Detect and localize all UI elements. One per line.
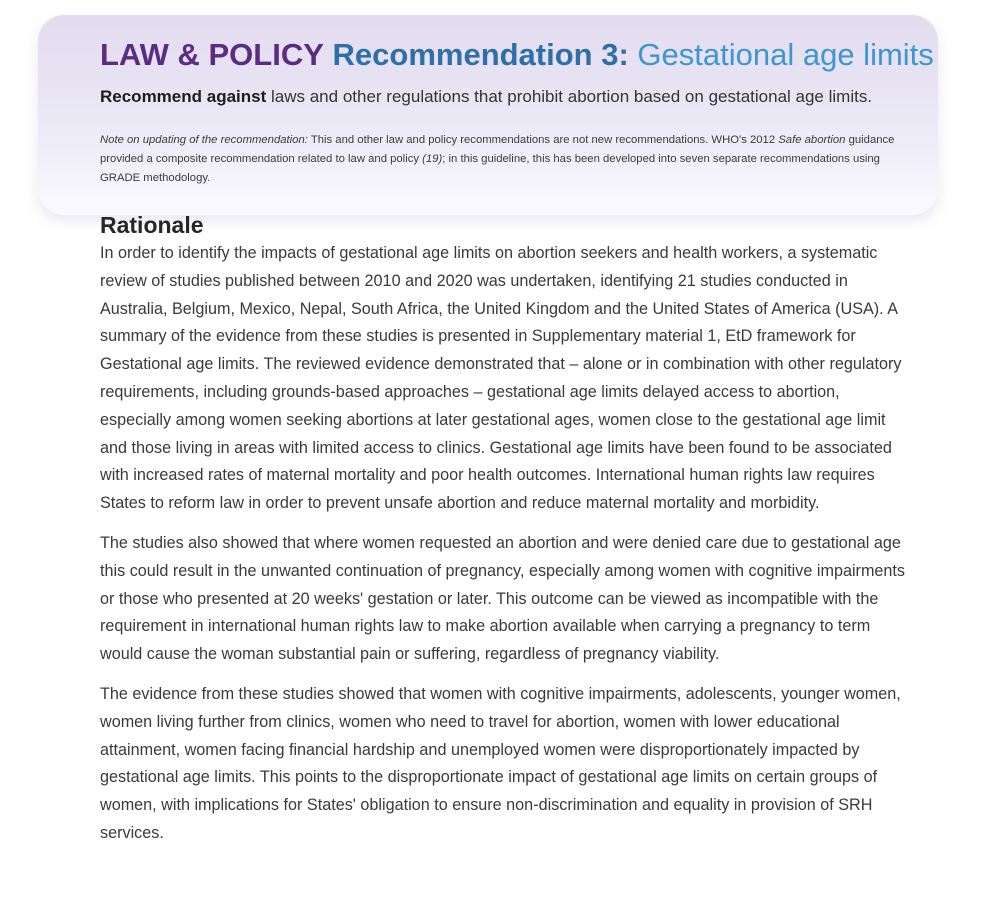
title-recommendation-number: Recommendation 3:: [332, 37, 629, 72]
recommendation-box: [38, 15, 938, 215]
recommendation-title: [100, 35, 934, 75]
recommendation-note: [100, 131, 900, 188]
note-text-3: ; in this guideline, this has been developed into seven separate recommendations using GRADE methodology.: [100, 153, 880, 184]
note-text-2: guidance provided a composite recommendation related to law and policy: [100, 134, 895, 165]
rationale-heading: Rationale: [100, 212, 204, 238]
note-italic-title: Safe abortion: [778, 134, 846, 146]
recommendation-statement: [100, 85, 920, 109]
statement-bold: Recommend against: [100, 87, 267, 106]
note-text-1: This and other law and policy recommendations are not new recommendations. WHO's 2012: [310, 134, 776, 146]
rationale-paragraph-3: The evidence from these studies showed that women with cognitive impairments, adolescents, younger women, women living further from clinics, women who need to travel for abortion, women with lower educational attainment, women facing financial hardship and unemployed women were disproportionately impacted by gestational age limits. This points to the disproportionate impact of gestational age limits on certain groups of women, with implications for States' obligation to ensure non-discrimination and equality in provision of SRH services.: [100, 684, 901, 842]
title-topic: Gestational age limits: [637, 37, 934, 72]
rationale-paragraph-2: The studies also showed that where women requested an abortion and were denied care due to gestational age this could result in the unwanted continuation of pregnancy, especially among women with cognitive impairments or those who presented at 20 weeks' gestation or later. This outcome can be viewed as incompatible with the requirement in international human rights law to make abortion available when carrying a pregnancy to term would cause the woman substantial pain or suffering, regardless of pregnancy viability.: [100, 533, 906, 664]
rationale-section: [100, 210, 910, 860]
note-label: Note on updating of the recommendation:: [100, 134, 308, 146]
statement-text: laws and other regulations that prohibit abortion based on gestational age limits.: [271, 87, 873, 106]
note-reference: (19): [422, 153, 443, 165]
rationale-paragraph-1: In order to identify the impacts of gestational age limits on abortion seekers and health workers, a systematic review of studies published between 2010 and 2020 was undertaken, identifying 21 studies conducted in Australia, Belgium, Mexico, Nepal, South Africa, the United Kingdom and the United States of America (USA). A summary of the evidence from these studies is presented in Supplementary material 1, EtD framework for Gestational age limits. The reviewed evidence demonstrated that – alone or in combination with other regulatory requirements, including grounds-based approaches – gestational age limits delayed access to abortion, especially among women seeking abortions at later gestational ages, women close to the gestational age limit and those living in areas with limited access to clinics. Gestational age limits have been found to be associated with increased rates of maternal mortality and poor health outcomes. International human rights law requires States to reform law in order to prevent unsafe abortion and reduce maternal mortality and morbidity.: [100, 244, 902, 513]
title-law-policy: LAW & POLICY: [100, 37, 324, 72]
